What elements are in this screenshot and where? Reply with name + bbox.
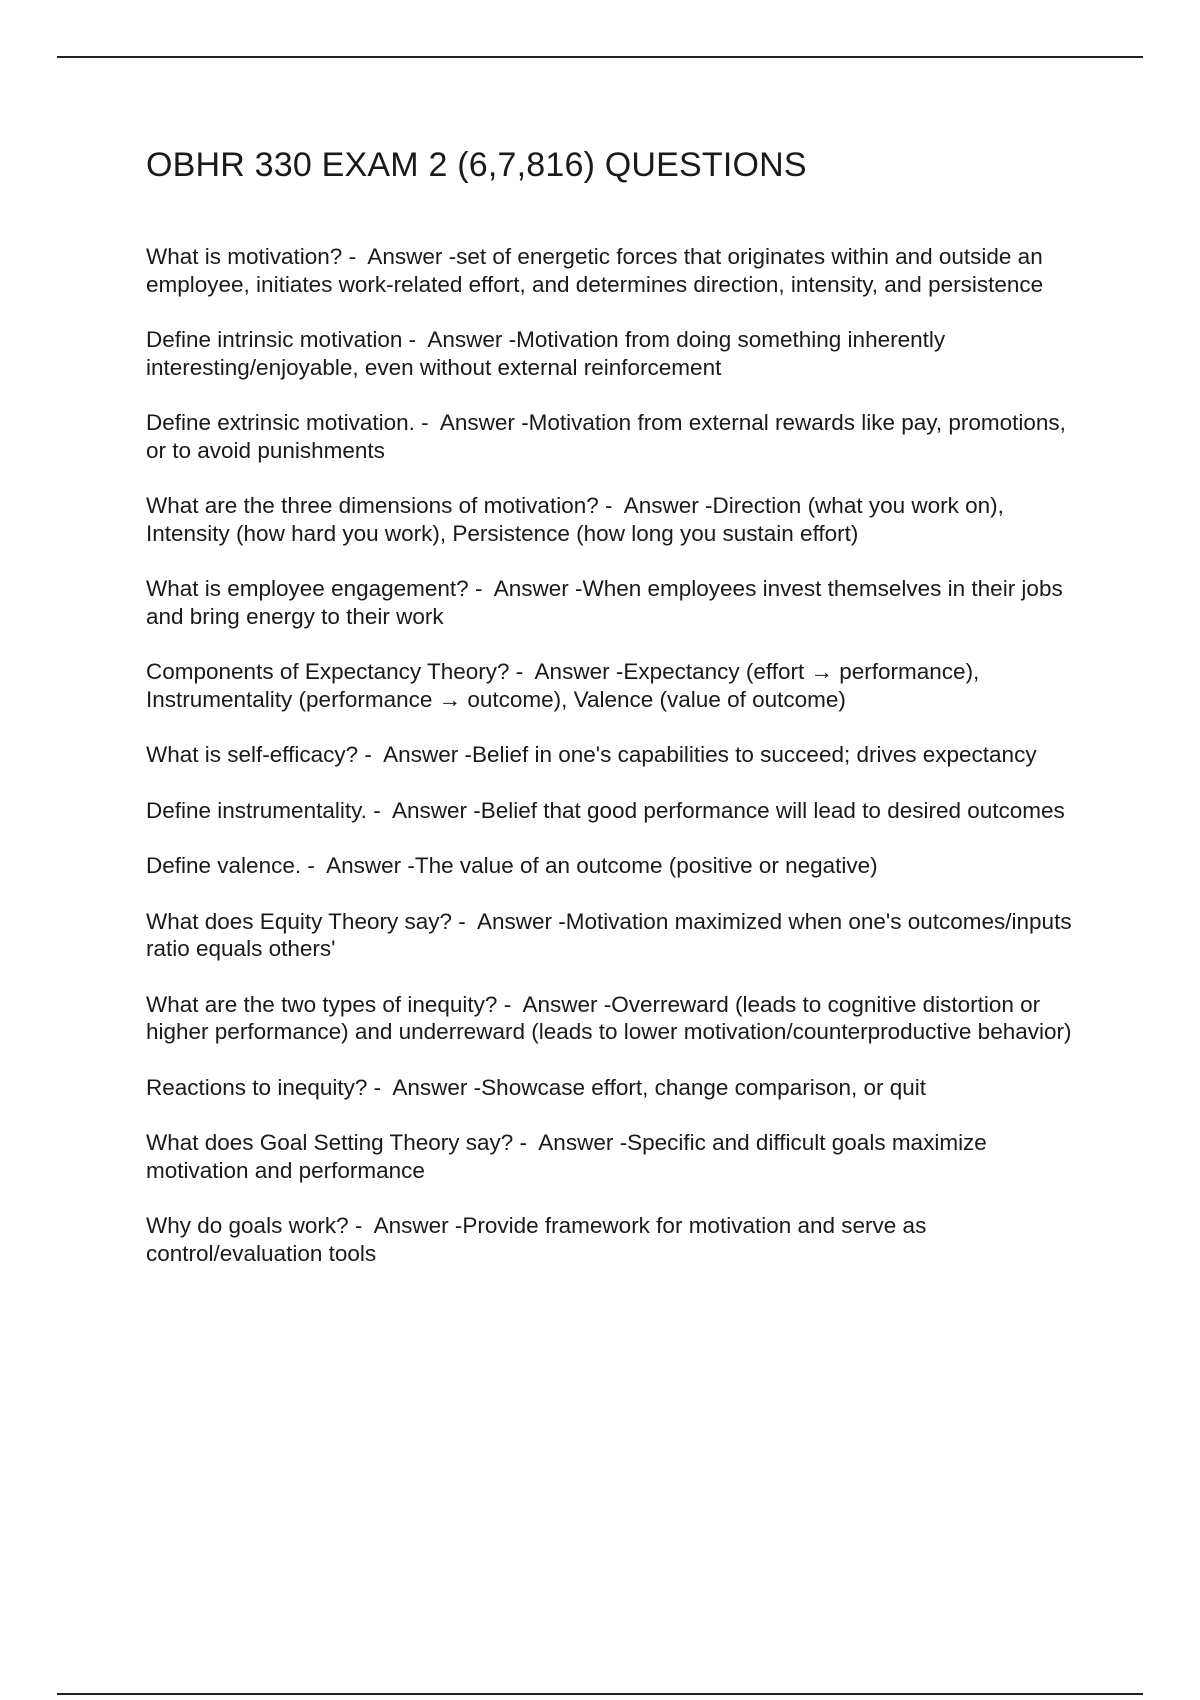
qa-item	[146, 1129, 1086, 1184]
qa-item	[146, 908, 1086, 963]
qa-item	[146, 409, 1086, 464]
answer-text: Showcase effort, change comparison, or quit	[481, 1074, 927, 1100]
question-text: What is employee engagement?	[146, 576, 469, 601]
answer-separator: - Answer -	[342, 244, 457, 269]
answer-separator: - Answer -	[452, 908, 566, 934]
question-text: What does Goal Setting Theory say?	[146, 1130, 514, 1155]
answer-text: Expectancy (effort → performance), Instrumentality (performance → outcome), Valence (value of outcome)	[146, 659, 980, 712]
answer-text: set of energetic forces that originates within and outside an employee, initiates work-related effort, and determines direction, intensity, and persistence	[146, 244, 1044, 297]
qa-item	[146, 575, 1086, 630]
question-text: Define instrumentality.	[146, 797, 367, 823]
answer-separator: - Answer -	[366, 797, 481, 823]
answer-text: Belief that good performance will lead to desired outcomes	[480, 797, 1065, 823]
answer-separator: - Answer -	[598, 493, 713, 518]
question-text: Define intrinsic motivation	[146, 327, 403, 352]
qa-item	[146, 1212, 1086, 1267]
answer-text: The value of an outcome (positive or negative)	[414, 853, 878, 878]
answer-separator: - Answer -	[358, 742, 472, 767]
bottom-rule	[57, 1693, 1143, 1695]
answer-separator: - Answer -	[301, 853, 415, 878]
answer-separator: - Answer -	[497, 991, 612, 1017]
qa-item	[146, 1074, 1086, 1102]
answer-text: Motivation maximized when one's outcomes/inputs ratio equals others'	[146, 908, 1072, 961]
answer-separator: - Answer -	[513, 1130, 628, 1155]
qa-item	[146, 326, 1086, 381]
answer-text: Motivation from external rewards like pay, promotions, or to avoid punishments	[146, 410, 1066, 463]
answer-text: Motivation from doing something inherently interesting/enjoyable, even without external reinforcement	[146, 327, 946, 380]
answer-text: Direction (what you work on), Intensity (how hard you work), Persistence (how long you sustain effort)	[146, 493, 1004, 546]
answer-text: When employees invest themselves in their jobs and bring energy to their work	[146, 576, 1063, 629]
question-text: Components of Expectancy Theory?	[146, 659, 510, 684]
answer-separator: - Answer -	[348, 1213, 463, 1238]
qa-item	[146, 991, 1086, 1046]
page-title: OBHR 330 EXAM 2 (6,7,816) QUESTIONS	[146, 146, 807, 184]
question-text: Define valence.	[146, 853, 302, 878]
qa-item	[146, 741, 1086, 769]
answer-separator: - Answer -	[402, 327, 517, 352]
qa-list	[146, 243, 1086, 1295]
question-text: Reactions to inequity?	[146, 1074, 368, 1100]
answer-text: Overreward (leads to cognitive distortion or higher performance) and underreward (leads to lower motivation/counterproductive behavior)	[146, 991, 1072, 1044]
qa-item	[146, 492, 1086, 547]
answer-text: Specific and difficult goals maximize motivation and performance	[146, 1130, 987, 1183]
qa-item	[146, 852, 1086, 880]
answer-separator: - Answer -	[468, 576, 583, 601]
question-text: What is motivation?	[146, 244, 343, 269]
question-text: Why do goals work?	[146, 1213, 349, 1238]
answer-separator: - Answer -	[414, 410, 529, 435]
answer-text: Belief in one's capabilities to succeed; drives expectancy	[471, 742, 1037, 767]
question-text: What does Equity Theory say?	[146, 908, 452, 934]
answer-text: Provide framework for motivation and serve as control/evaluation tools	[146, 1213, 927, 1266]
question-text: What are the two types of inequity?	[146, 991, 498, 1017]
question-text: What is self-efficacy?	[146, 742, 359, 767]
question-text: What are the three dimensions of motivation?	[146, 493, 599, 518]
question-text: Define extrinsic motivation.	[146, 410, 415, 435]
qa-item	[146, 658, 1086, 713]
qa-item	[146, 797, 1086, 825]
qa-item	[146, 243, 1086, 298]
answer-separator: - Answer -	[509, 659, 624, 684]
answer-separator: - Answer -	[367, 1074, 482, 1100]
top-rule	[57, 56, 1143, 58]
